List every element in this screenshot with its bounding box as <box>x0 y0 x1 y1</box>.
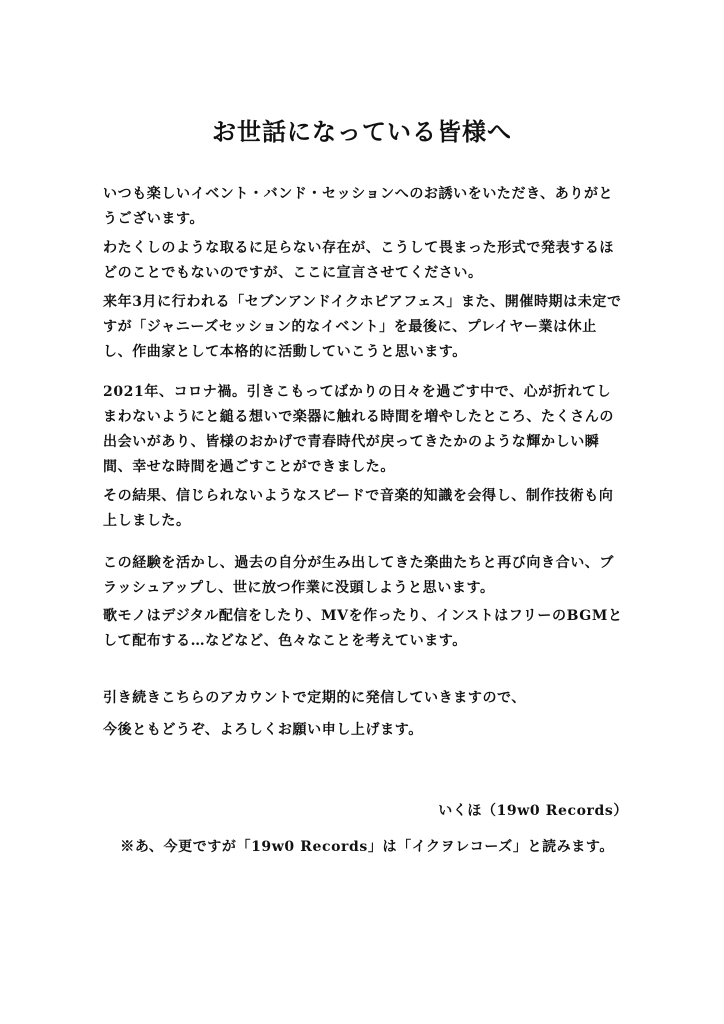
paragraph-distribution: 歌モノはデジタル配信をしたり、MVを作ったり、インストはフリーのBGMとして配布する…などなど、色々なことを考えています。 <box>103 608 623 649</box>
paragraph-continue: 引き続きこちらのアカウントで定期的に発信していきますので、 <box>103 690 526 706</box>
paragraph-plan: この経験を活かし、過去の自分が生み出してきた楽曲たちと再び向き合い、ブラッシュアップし、世に放つ作業に没頭しようと思います。 <box>103 555 614 596</box>
paragraph-announcement: 来年3月に行われる「セブンアンドイクホピアフェス」また、開催時期は未定ですが「ジャニーズセッション的なイベント」を最後に、プレイヤー業は休止し、作曲家として本格的に活動していこうと思います。 <box>103 294 622 360</box>
paragraph-background: 2021年、コロナ禍。引きこもってばかりの日々を過ごす中で、心が折れてしまわないようにと縋る想いで楽器に触れる時間を増やしたところ、たくさんの出会いがあり、皆様のおかげで青春時代が戻ってきたかのような輝かしい瞬間、幸せな時間を過ごすことができました。 <box>103 384 614 475</box>
paragraph-result: その結果、信じられないようなスピードで音楽的知識を会得し、制作技術も向上しました。 <box>103 488 614 529</box>
page-title: お世話になっている皆様へ <box>212 117 512 146</box>
signature: いくほ（19w0 Records） <box>438 803 628 819</box>
paragraph-thanks: いつも楽しいイベント・バンド・セッションへのお誘いをいただき、ありがとうございます。 <box>103 186 614 227</box>
reading-note: ※あ、今更ですが「19w0 Records」は「イクヲレコーズ」と読みます。 <box>120 839 614 855</box>
paragraph-declaration: わたくしのような取るに足らない存在が、こうして畏まった形式で発表するほどのことでもないのですが、ここに宣言させてください。 <box>103 240 614 281</box>
paragraph-closing: 今後ともどうぞ、よろしくお願い申し上げます。 <box>103 722 423 738</box>
